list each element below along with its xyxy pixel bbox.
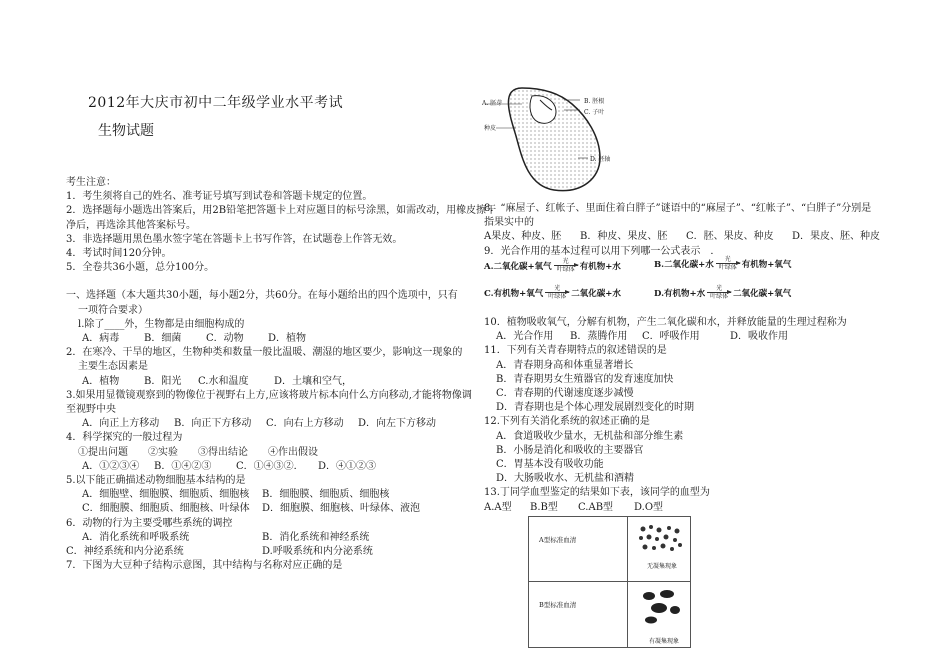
option: B．消化系统和神经系统 <box>262 531 370 543</box>
question-4-options <box>66 460 466 474</box>
question-7: 7．下图为大豆种子结构示意图，其中结构与名称对应正确的是 <box>66 560 343 572</box>
question-3: 3.如果用显微镜观察到的物像位于视野右上方,应该将玻片标本向什么方向移动,才能将物像调 <box>66 389 472 401</box>
notice-item: 净后，再选涂其他答案标号。 <box>66 219 196 231</box>
option: A．青春期身高和体重显著增长 <box>496 359 634 371</box>
formula-c: C.有机物+氧气 光 叶绿体 二氧化碳+水 <box>484 285 621 300</box>
question-2-options <box>66 375 466 389</box>
option: D．向左下方移动 <box>358 418 437 430</box>
option: A．消化系统和呼吸系统 <box>82 531 190 543</box>
question-10: 10．植物吸收氧气，分解有机物，产生二氧化碳和水，并释放能量的生理过程称为 <box>484 317 847 328</box>
option: C.水和温度 <box>198 375 249 387</box>
question-1-options <box>66 332 466 346</box>
page-title: 2012年大庆市初中二年级学业水平考试 <box>88 95 344 111</box>
option: A果皮、种皮、胚 <box>484 231 562 243</box>
label-a: A. 胚芽 <box>482 100 503 107</box>
notice-item: 1．考生须将自己的姓名、准考证号填写到试卷和答题卡规定的位置。 <box>66 191 373 203</box>
option: C．向右上方移动 <box>266 418 344 430</box>
option: A．植物 <box>82 375 120 387</box>
question-12: 12.下列有关消化系统的叙述正确的是 <box>484 416 650 428</box>
label-c: C. 子叶 <box>584 109 605 116</box>
formula-a: A.二氧化碳+氧气 光 叶绿体 有机物+水 <box>484 258 621 273</box>
option: C．动物 <box>206 333 244 345</box>
notice-item: 3．非选择题用黑色墨水签字笔在答题卡上书写作答，在试题卷上作答无效。 <box>66 233 403 245</box>
question-8-cont: 指果实中的 <box>484 217 534 229</box>
option: B．小肠是消化和吸收的主要器官 <box>496 444 644 456</box>
option: A．①②③④ <box>82 460 140 472</box>
option: D．土壤和空气， <box>274 375 353 387</box>
option: A．光合作用 <box>496 331 554 343</box>
option: B．细菌 <box>144 333 182 345</box>
option: C．神经系统和内分泌系统 <box>66 546 184 558</box>
soybean-seed-diagram <box>482 86 622 196</box>
notice-heading: 考生注意： <box>66 177 116 188</box>
option: B．蒸腾作用 <box>570 331 628 343</box>
option: A.A型 <box>484 501 512 513</box>
table-row <box>529 517 690 582</box>
section-heading: 一、选择题（本大题共30小题，每小题2分，共60分。在每小题给出的四个选项中，只有 <box>66 290 458 302</box>
option: D．细胞膜、细胞核、叶绿体、液泡 <box>262 503 421 515</box>
option: B．阳光 <box>144 375 182 387</box>
option: B．青春期男女生殖器官的发育速度加快 <box>496 373 674 385</box>
option: C．呼吸作用 <box>642 331 700 343</box>
option: A．向正上方移动 <box>82 418 160 430</box>
blood-type-table <box>528 516 691 648</box>
question-5: 5.以下能正确描述动物细胞基本结构的是 <box>66 475 246 487</box>
option: A．细胞壁、细胞膜、细胞质、细胞核 <box>82 489 250 501</box>
no-agglutination-drops <box>637 523 685 559</box>
question-4: 4．科学探究的一般过程为 <box>66 432 183 444</box>
option: D．植物 <box>268 333 307 345</box>
option: D.呼吸系统和内分泌系统 <box>262 546 373 558</box>
label-b: B. 胚根 <box>584 98 605 105</box>
question-5-options <box>66 488 466 502</box>
label-seed-coat: 种皮 <box>484 125 497 132</box>
option: C．胃基本没有吸收功能 <box>496 459 604 471</box>
option: A．病毒 <box>82 333 120 345</box>
option: B.B型 <box>530 501 558 513</box>
table-row <box>529 582 690 647</box>
option: B．向正下方移动 <box>174 418 252 430</box>
page-subtitle: 生物试题 <box>98 123 154 139</box>
notice-item: 2．选择题每小题选出答案后，用2B铅笔把答题卡上对应题目的标号涂黑，如需改动，用橡皮擦干 <box>66 205 497 217</box>
question-6: 6．动物的行为主要受哪些系统的调控 <box>66 517 233 529</box>
option: D．大肠吸收水、无机盐和酒精 <box>496 473 635 485</box>
right-column-lower <box>484 316 904 515</box>
formula-d: D.有机物+水 光 叶绿体 二氧化碳+氧气 <box>654 285 792 300</box>
question-1: l.除了____外，生物都是由细胞构成的 <box>78 318 245 330</box>
option: C．①④③②． <box>236 460 304 472</box>
option: B．细胞膜、细胞质、细胞核 <box>262 489 390 501</box>
notice-item: 4．考试时间120分钟。 <box>66 248 172 260</box>
question-9: 9．光合作用的基本过程可以用下列哪一公式表示 ． <box>484 245 721 257</box>
question-3-options <box>66 417 466 431</box>
question-2: 2．在寒冷、干旱的地区，生物种类和数量一般比温暖、潮湿的地区要少，影响这一现象的 <box>66 347 463 359</box>
caption: 无凝集现象 <box>647 563 678 570</box>
option: D．吸收作用 <box>730 331 789 343</box>
question-6-options <box>66 531 466 545</box>
option: C.AB型 <box>578 501 614 513</box>
question-5-options <box>66 502 466 516</box>
question-10-options <box>484 330 904 344</box>
question-4-cont: ①提出问题 ②实验 ③得出结论 ④作出假设 <box>78 446 318 458</box>
question-6-options <box>66 545 466 559</box>
label-d: D. 胚轴 <box>590 156 611 163</box>
agglutination-clumps <box>639 588 685 628</box>
option: B．①④②③ <box>154 460 212 472</box>
option: B．种皮、果皮、胚 <box>580 231 668 243</box>
option: D．青春期也是个体心理发展剧烈变化的时期 <box>496 402 695 414</box>
notice-item: 5．全卷共36小题，总分100分。 <box>66 262 215 274</box>
row-label: A型标准血清 <box>539 536 577 544</box>
question-2-cont: 主要生态因素是 <box>78 361 148 373</box>
caption: 有凝集现象 <box>649 638 680 645</box>
question-13: 13.丁同学血型鉴定的结果如下表，该同学的血型为 <box>484 487 710 499</box>
formula-b: B.二氧化碳+水 光 叶绿体 有机物+氧气 <box>654 256 792 271</box>
question-13-options <box>484 501 904 515</box>
option: D.O型 <box>634 501 664 513</box>
question-8-options <box>484 230 904 244</box>
option: C．细胞膜、细胞质、细胞核、叶绿体 <box>82 503 250 515</box>
option: D．果皮、胚、种皮 <box>792 231 881 243</box>
option: C．胚、果皮、种皮 <box>686 231 774 243</box>
option: C．青春期的代谢速度逐步减慢 <box>496 388 634 400</box>
row-label: B型标准血清 <box>539 601 577 609</box>
question-11: 11．下列有关青春期特点的叙述错误的是 <box>484 345 667 357</box>
question-3-cont: 至视野中央 <box>66 404 116 416</box>
section-heading-cont: 一项符合要求） <box>78 304 148 316</box>
option: D．④①②③ <box>318 460 377 472</box>
option: A．食道吸收少量水，无机盐和部分维生素 <box>496 430 684 442</box>
question-8: 8．“麻屋子、红帐子、里面住着白胖子”谜语中的“麻屋子”、“红帐子”、“白胖子”分别是 <box>484 203 872 214</box>
right-column <box>484 202 904 259</box>
left-column <box>66 176 497 573</box>
